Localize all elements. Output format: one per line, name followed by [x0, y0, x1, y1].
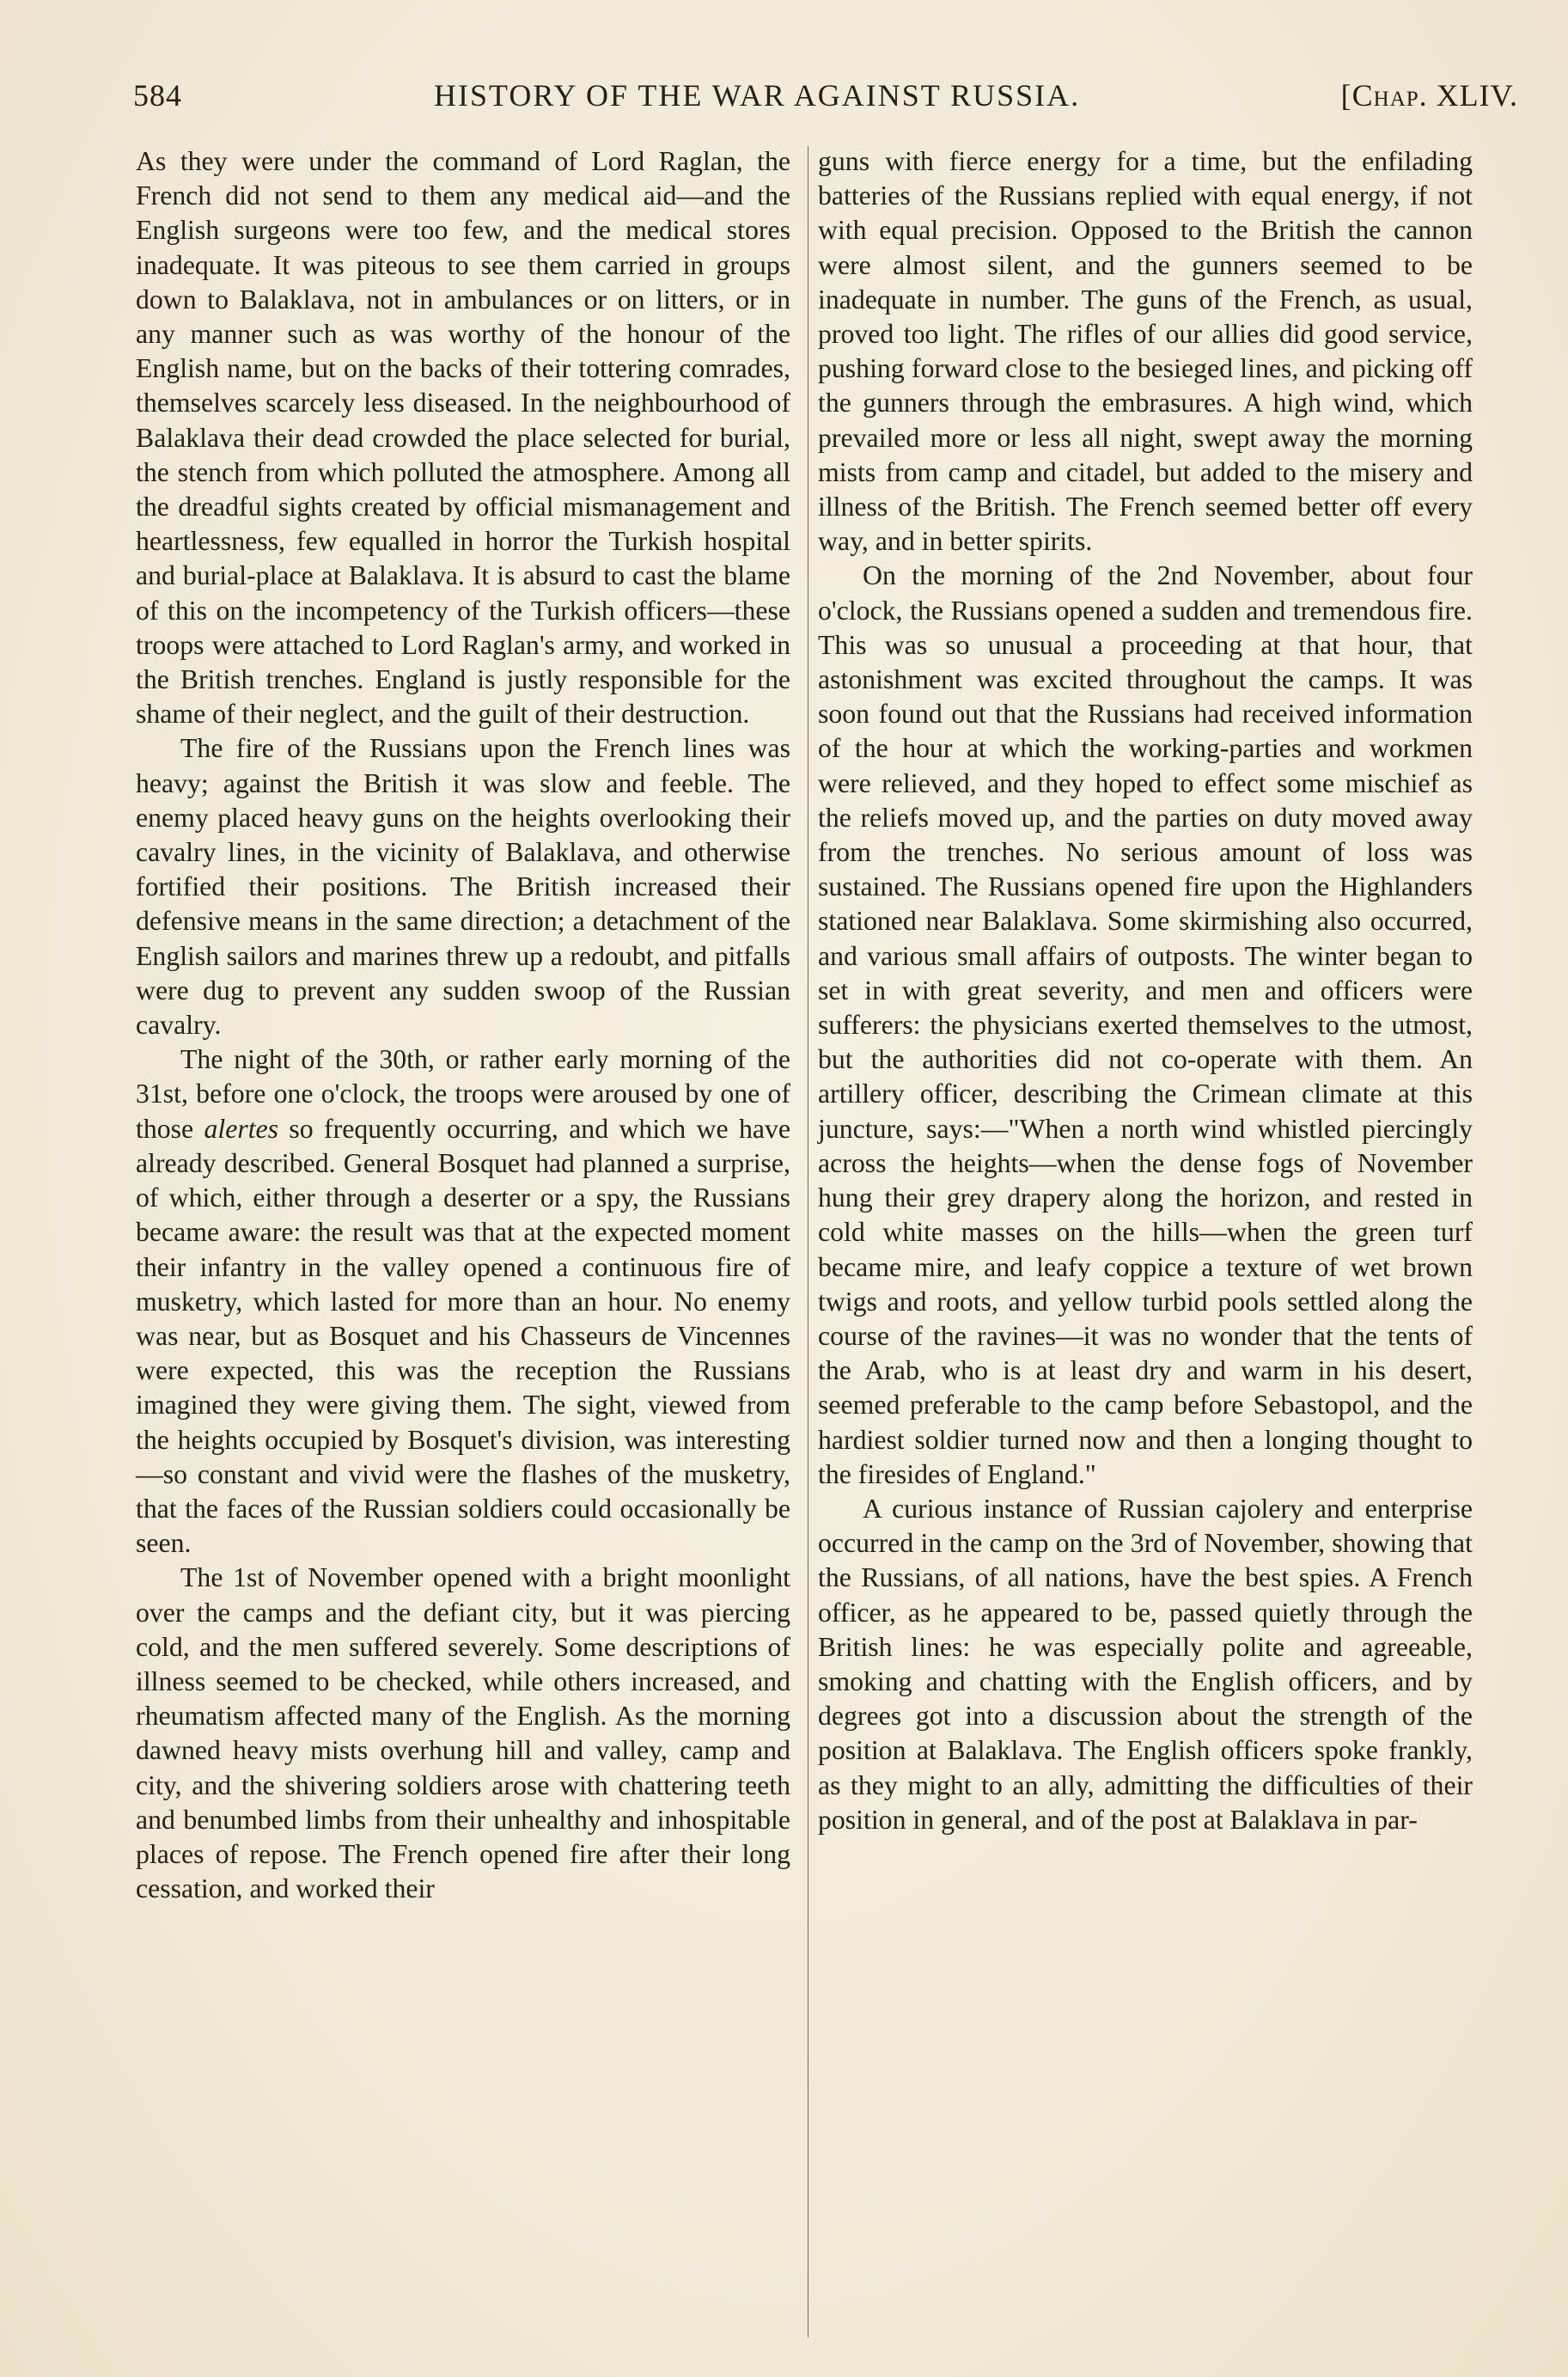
paragraph: A curious instance of Russian cajolery and enterprise occurred in the camp on the 3rd of November, showing that the Russians, of all nations, have the best spies. A French officer, as he appeared to be, passed quietly through the British lines: he was especially polite and agreeable, smoking and chatting with the English officers, and by degrees got into a discussion about the strength of the position at Balaklava. The English officers spoke frankly, as they might to an ally, admitting the difficulties of their position in general, and of the post at Balaklava in par- [818, 1493, 1473, 1835]
paragraph [136, 1042, 790, 1561]
paragraph-text: so frequently occurring, and which we have already described. General Bosquet had planned a surprise, of which, either through a deserter or a spy, the Russians became aware: the result was that at the expected moment their infantry in the valley opened a continuous fire of musketry, which lasted for more than an hour. No enemy was near, but as Bosquet and his Chasseurs de Vincennes were expected, this was the reception the Russians imagined they were giving them. The sight, viewed from the heights occupied by Bosquet's division, was interesting—so constant and vivid were the flashes of the musketry, that the faces of the Russian soldiers could occasionally be seen. [136, 1113, 790, 1559]
right-column [818, 144, 1473, 1837]
paragraph: guns with fierce energy for a time, but the enfilading batteries of the Russians replied with equal energy, if not with equal precision. Opposed to the British the cannon were almost silent, and the gunners seemed to be inadequate in number. The guns of the French, as usual, proved too light. The rifles of our allies did good service, pushing forward close to the besieged lines, and picking off the gunners through the embrasures. A high wind, which prevailed more or less all night, swept away the morning mists from camp and citadel, but added to the misery and illness of the British. The French seemed better off every way, and in better spirits. [818, 146, 1473, 557]
running-header [133, 77, 1518, 129]
paragraph: As they were under the command of Lord Raglan, the French did not send to them any medical aid—and the English surgeons were too few, and the medical stores inadequate. It was piteous to see them carried in groups down to Balaklava, not in ambulances or on litters, or in any manner such as was worthy of the honour of the English name, but on the backs of their tottering comrades, themselves scarcely less diseased. In the neighbourhood of Balaklava their dead crowded the place selected for burial, the stench from which polluted the atmosphere. Among all the dreadful sights created by official mismanagement and heartlessness, few equalled in horror the Turkish hospital and burial-place at Balaklava. It is absurd to cast the blame of this on the incompetency of the Turkish officers—these troops were attached to Lord Raglan's army, and worked in the British trenches. England is justly responsible for the shame of their neglect, and the guilt of their destruction. [136, 146, 790, 730]
paragraph-text: The night of the 30th, or rather early morning of the 31st, before one o'clock, the troops were aroused by one of those [136, 1044, 790, 1144]
left-column [136, 144, 790, 1906]
paragraph: The 1st of November opened with a bright moonlight over the camps and the defiant city, but it was piercing cold, and the men suffered severely. Some descriptions of illness seemed to be checked, while others increased, and rheumatism affected many of the English. As the morning dawned heavy mists overhung hill and valley, camp and city, and the shivering soldiers arose with chattering teeth and benumbed limbs from their unhealthy and inhospitable places of repose. The French opened fire after their long cessation, and worked their [136, 1562, 790, 1904]
italic-term: alertes [204, 1113, 279, 1144]
running-title: HISTORY OF THE WAR AGAINST RUSSIA. [434, 78, 1081, 113]
paragraph: On the morning of the 2nd November, about four o'clock, the Russians opened a sudden and tremendous fire. This was so unusual a proceeding at that hour, that astonishment was excited throughout the camps. It was soon found out that the Russians had received information of the hour at which the working-parties and workmen were relieved, and they hoped to effect some mischief as the reliefs moved up, and the parties on duty moved away from the trenches. No serious amount of loss was sustained. The Russians opened fire upon the Highlanders stationed near Balaklava. Some skirmishing also occurred, and various small affairs of outposts. The winter began to set in with great severity, and men and officers were sufferers: the physicians exerted themselves to the utmost, but the authorities did not co-operate with them. An artillery officer, describing the Crimean climate at this juncture, says:—"When a north wind whistled piercingly across the heights—when the dense fogs of November hung their grey drapery along the horizon, and rested in cold white masses on the hills—when the green turf became mire, and leafy coppice a texture of wet brown twigs and roots, and yellow turbid pools settled along the course of the ravines—it was no wonder that the tents of the Arab, who is at least dry and warm in his desert, seemed preferable to the camp before Sebastopol, and the hardiest soldier turned now and then a longing thought to the firesides of England." [818, 560, 1473, 1489]
page-number: 584 [133, 78, 182, 113]
chapter-label: [Chap. XLIV. [1340, 78, 1518, 113]
paragraph: The fire of the Russians upon the French lines was heavy; against the British it was slow and feeble. The enemy placed heavy guns on the heights overlooking their cavalry lines, in the vicinity of Balaklava, and otherwise fortified their positions. The British increased their defensive means in the same direction; a detachment of the English sailors and marines threw up a redoubt, and pitfalls were dug to prevent any sudden swoop of the Russian cavalry. [136, 733, 790, 1041]
